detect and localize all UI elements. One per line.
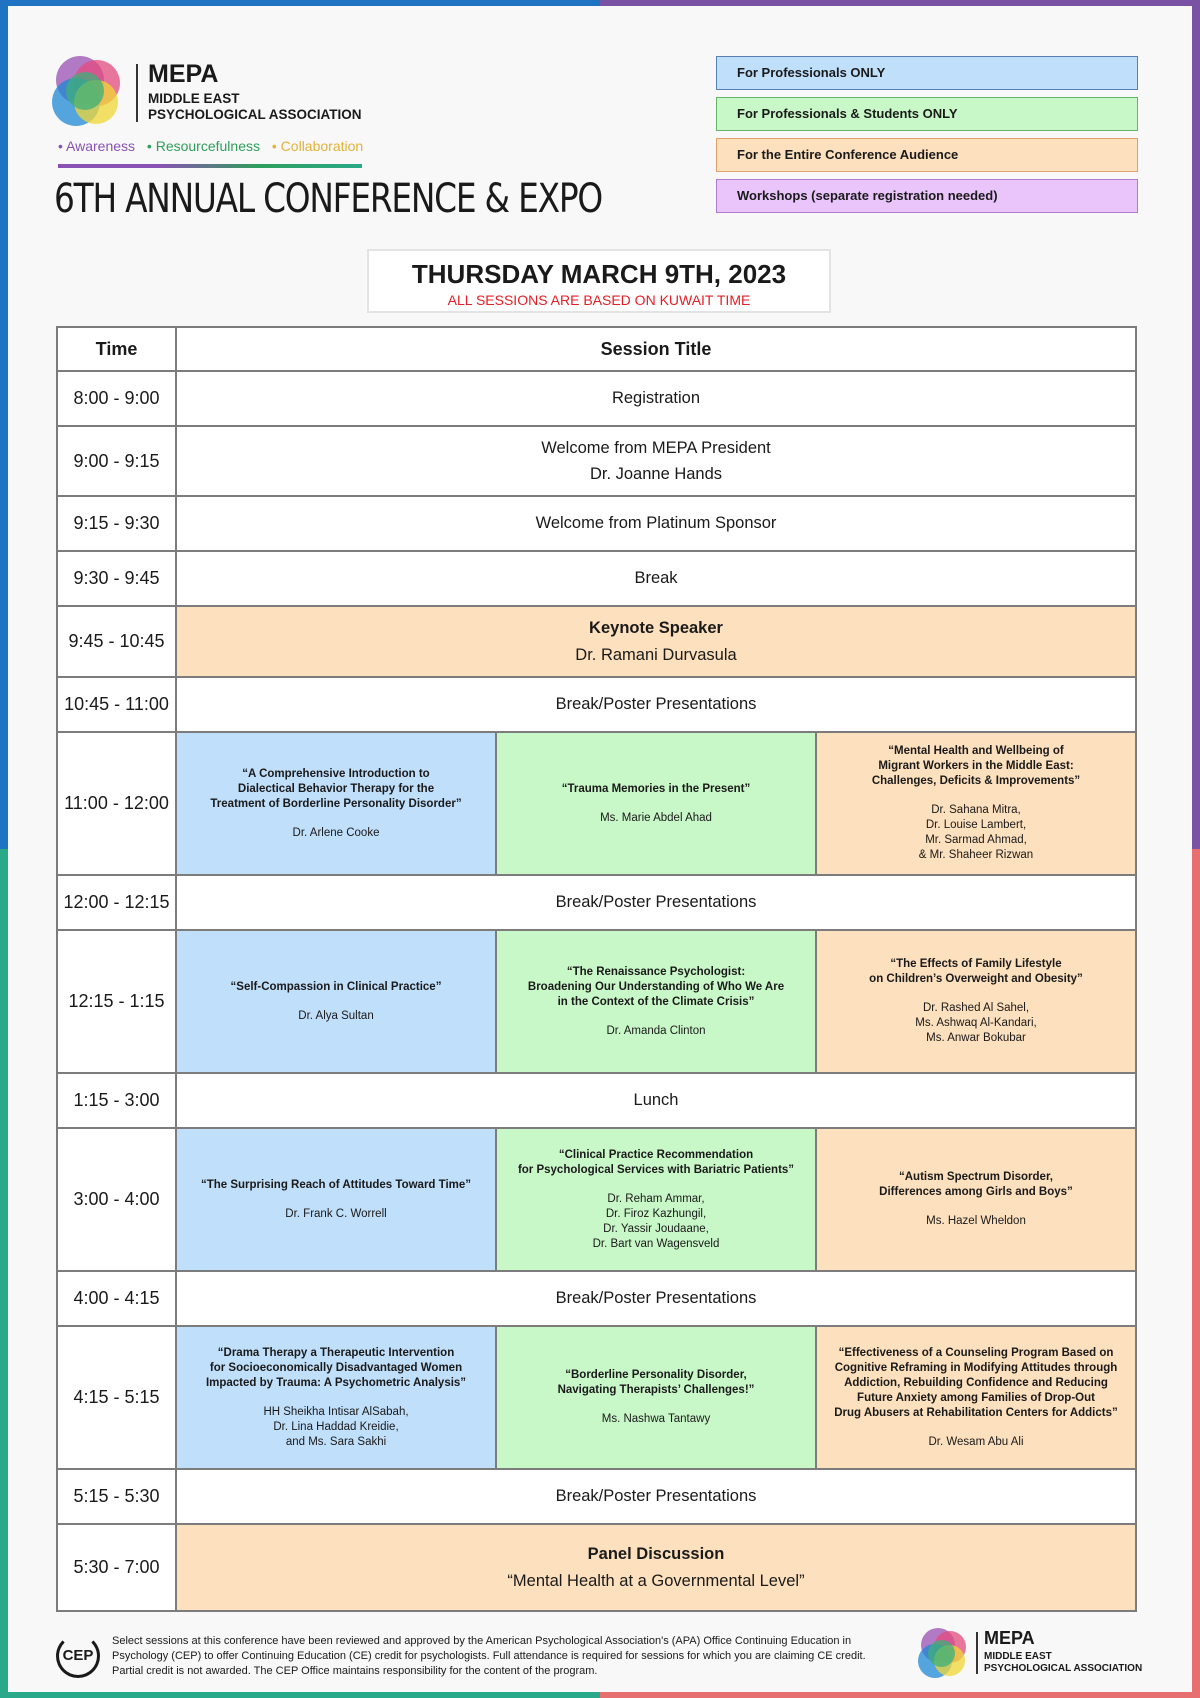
table-row	[57, 930, 1136, 1073]
tagline-collaboration: • Collaboration	[271, 138, 364, 154]
table-header-row	[57, 327, 1136, 371]
table-row	[57, 1524, 1136, 1611]
date-box	[367, 249, 831, 313]
cep-logo-icon: CEP	[56, 1634, 100, 1678]
session-audience	[816, 732, 1136, 875]
frame-right-top	[1192, 0, 1200, 849]
row-session: Break/Poster Presentations	[176, 1469, 1136, 1524]
session-title: “The Effects of Family Lifestyle on Children’s Overweight and Obesity”	[869, 958, 1083, 985]
tagline-underline	[58, 164, 362, 168]
table-row	[57, 1073, 1136, 1128]
row-session: Lunch	[176, 1073, 1136, 1128]
table-row	[57, 551, 1136, 606]
row-time: 9:45 - 10:45	[57, 606, 176, 677]
session-audience	[816, 930, 1136, 1073]
session-students	[496, 930, 816, 1073]
session-professionals	[176, 1326, 496, 1469]
session-professionals	[176, 930, 496, 1073]
table-row	[57, 1128, 1136, 1271]
row-session: Break/Poster Presentations	[176, 1271, 1136, 1326]
table-row	[57, 1326, 1136, 1469]
logo-divider	[136, 64, 138, 122]
session-title: “Autism Spectrum Disorder, Differences among Girls and Boys”	[879, 1171, 1073, 1198]
row-time: 4:00 - 4:15	[57, 1271, 176, 1326]
row-time: 9:15 - 9:30	[57, 496, 176, 551]
session-speakers: Dr. Arlene Cooke	[292, 826, 380, 839]
footer-logo-divider	[976, 1632, 978, 1674]
row-time: 8:00 - 9:00	[57, 371, 176, 426]
legend-students: For Professionals & Students ONLY	[716, 97, 1138, 131]
color-legend	[716, 56, 1138, 220]
row-time: 11:00 - 12:00	[57, 732, 176, 875]
table-row	[57, 1469, 1136, 1524]
session-title: “Mental Health and Wellbeing of Migrant Workers in the Middle East: Challenges, Deficits & Improvements”	[871, 745, 1081, 787]
session-line1: Welcome from MEPA President	[541, 439, 771, 457]
row-time: 9:00 - 9:15	[57, 426, 176, 496]
keynote-speaker: Dr. Ramani Durvasula	[575, 645, 737, 664]
org-abbr: MEPA	[148, 60, 219, 88]
footer-org-name-line1: MIDDLE EAST	[984, 1651, 1052, 1662]
row-time: 3:00 - 4:00	[57, 1128, 176, 1271]
panel-title: Panel Discussion	[587, 1544, 725, 1563]
row-session	[176, 426, 1136, 496]
session-speakers: Ms. Hazel Wheldon	[926, 1215, 1026, 1227]
schedule-table	[56, 326, 1137, 1612]
date-subtitle: ALL SESSIONS ARE BASED ON KUWAIT TIME	[447, 292, 751, 308]
session-audience	[816, 1326, 1136, 1469]
session-title: “Self-Compassion in Clinical Practice”	[230, 980, 442, 993]
session-title: “Drama Therapy a Therapeutic Intervention for Socioeconomically Disadvantaged Women Impacted by Trauma: A Psychometric Analysis”	[205, 1346, 467, 1389]
footer-org-abbr: MEPA	[984, 1628, 1035, 1648]
session-title: “Borderline Personality Disorder, Navigating Therapists’ Challenges!”	[557, 1369, 755, 1396]
row-time: 12:00 - 12:15	[57, 875, 176, 930]
session-title: “Trauma Memories in the Present”	[561, 782, 751, 795]
legend-workshops: Workshops (separate registration needed)	[716, 179, 1138, 213]
legend-audience: For the Entire Conference Audience	[716, 138, 1138, 172]
frame-bottom-right	[600, 1692, 1200, 1698]
session-title: “Effectiveness of a Counseling Program Based on Cognitive Reframing in Modifying Attitudes through Addiction, Rebuilding Confidence and Reducing Future Anxiety among Families of Drop-Out Drug Abusers at Rehabilitation Centers for Addicts”	[834, 1346, 1118, 1419]
frame-left-top	[0, 0, 8, 849]
frame-left-bottom	[0, 849, 8, 1698]
session-speakers: Dr. Alya Sultan	[298, 1009, 374, 1022]
row-time: 10:45 - 11:00	[57, 677, 176, 732]
frame-bottom-left	[0, 1692, 600, 1698]
footer-org-name-line2: PSYCHOLOGICAL ASSOCIATION	[984, 1663, 1143, 1674]
frame-right-bottom	[1192, 849, 1200, 1698]
session-title: “The Renaissance Psychologist: Broadening Our Understanding of Who We Are in the Context of the Climate Crisis”	[527, 965, 785, 1008]
header-time: Time	[57, 327, 176, 371]
session-title: “The Surprising Reach of Attitudes Toward Time”	[200, 1178, 472, 1191]
row-time: 4:15 - 5:15	[57, 1326, 176, 1469]
panel-topic: “Mental Health at a Governmental Level”	[507, 1571, 805, 1590]
table-row	[57, 606, 1136, 677]
session-audience	[816, 1128, 1136, 1271]
org-name	[148, 91, 388, 123]
row-time: 5:30 - 7:00	[57, 1524, 176, 1611]
session-speakers: Dr. Frank C. Worrell	[285, 1207, 387, 1220]
row-time: 9:30 - 9:45	[57, 551, 176, 606]
session-speakers: Ms. Marie Abdel Ahad	[600, 811, 712, 824]
table-row	[57, 496, 1136, 551]
header-session: Session Title	[176, 327, 1136, 371]
session-speakers: Dr. Wesam Abu Ali	[928, 1435, 1024, 1448]
tagline	[58, 138, 371, 154]
table-row	[57, 371, 1136, 426]
session-title: “A Comprehensive Introduction to Dialectical Behavior Therapy for the Treatment of Borderline Personality Disorder”	[210, 767, 462, 810]
session-speakers: Dr. Reham Ammar, Dr. Firoz Kazhungil, Dr. Yassir Joudaane, Dr. Bart van Wagensveld	[592, 1192, 720, 1250]
keynote-title: Keynote Speaker	[589, 618, 723, 637]
session-line2: Dr. Joanne Hands	[589, 465, 723, 483]
table-row	[57, 732, 1136, 875]
session-speakers: Dr. Amanda Clinton	[606, 1024, 706, 1037]
footer-text: Select sessions at this conference have been reviewed and approved by the American Psychological Association's (APA) Office Continuing Education in Psychology (CEP) to offer Continuing Education (CE) credit for psychologists. Full attendance is required for sessions for which you are claiming CE credit. Partial credit is not awarded. The CEP Office maintains responsibility for the content of the program.	[112, 1635, 866, 1677]
row-session: Welcome from Platinum Sponsor	[176, 496, 1136, 551]
date-title: THURSDAY MARCH 9TH, 2023	[411, 259, 787, 289]
session-speakers: Dr. Rashed Al Sahel, Ms. Ashwaq Al-Kandari, Ms. Anwar Bokubar	[915, 1002, 1037, 1044]
panel-session	[176, 1524, 1136, 1611]
org-name-line2: PSYCHOLOGICAL ASSOCIATION	[148, 107, 362, 122]
mepa-logo-icon	[52, 56, 124, 128]
footer-org-name	[984, 1651, 1154, 1675]
session-speakers: Dr. Sahana Mitra, Dr. Louise Lambert, Mr. Sarmad Ahmad, & Mr. Shaheer Rizwan	[918, 804, 1034, 861]
row-time: 1:15 - 3:00	[57, 1073, 176, 1128]
footer-mepa-logo-icon	[918, 1628, 968, 1678]
session-students	[496, 732, 816, 875]
row-time: 5:15 - 5:30	[57, 1469, 176, 1524]
keynote-session	[176, 606, 1136, 677]
table-row	[57, 426, 1136, 496]
tagline-awareness: • Awareness	[58, 138, 136, 154]
tagline-resourcefulness: • Resourcefulness	[146, 138, 260, 154]
conference-title: 6TH ANNUAL CONFERENCE & EXPO	[54, 176, 602, 222]
table-row	[57, 1271, 1136, 1326]
session-students	[496, 1128, 816, 1271]
session-professionals	[176, 1128, 496, 1271]
session-title: “Clinical Practice Recommendation for Psychological Services with Bariatric Patients”	[517, 1148, 795, 1176]
row-session: Break/Poster Presentations	[176, 875, 1136, 930]
row-session: Break/Poster Presentations	[176, 677, 1136, 732]
session-speakers: HH Sheikha Intisar AlSabah, Dr. Lina Haddad Kreidie, and Ms. Sara Sakhi	[263, 1405, 409, 1448]
session-speakers: Ms. Nashwa Tantawy	[601, 1413, 711, 1425]
row-time: 12:15 - 1:15	[57, 930, 176, 1073]
row-session: Registration	[176, 371, 1136, 426]
session-students	[496, 1326, 816, 1469]
session-professionals	[176, 732, 496, 875]
legend-professionals: For Professionals ONLY	[716, 56, 1138, 90]
table-row	[57, 875, 1136, 930]
org-name-line1: MIDDLE EAST	[148, 91, 240, 106]
table-row	[57, 677, 1136, 732]
row-session: Break	[176, 551, 1136, 606]
